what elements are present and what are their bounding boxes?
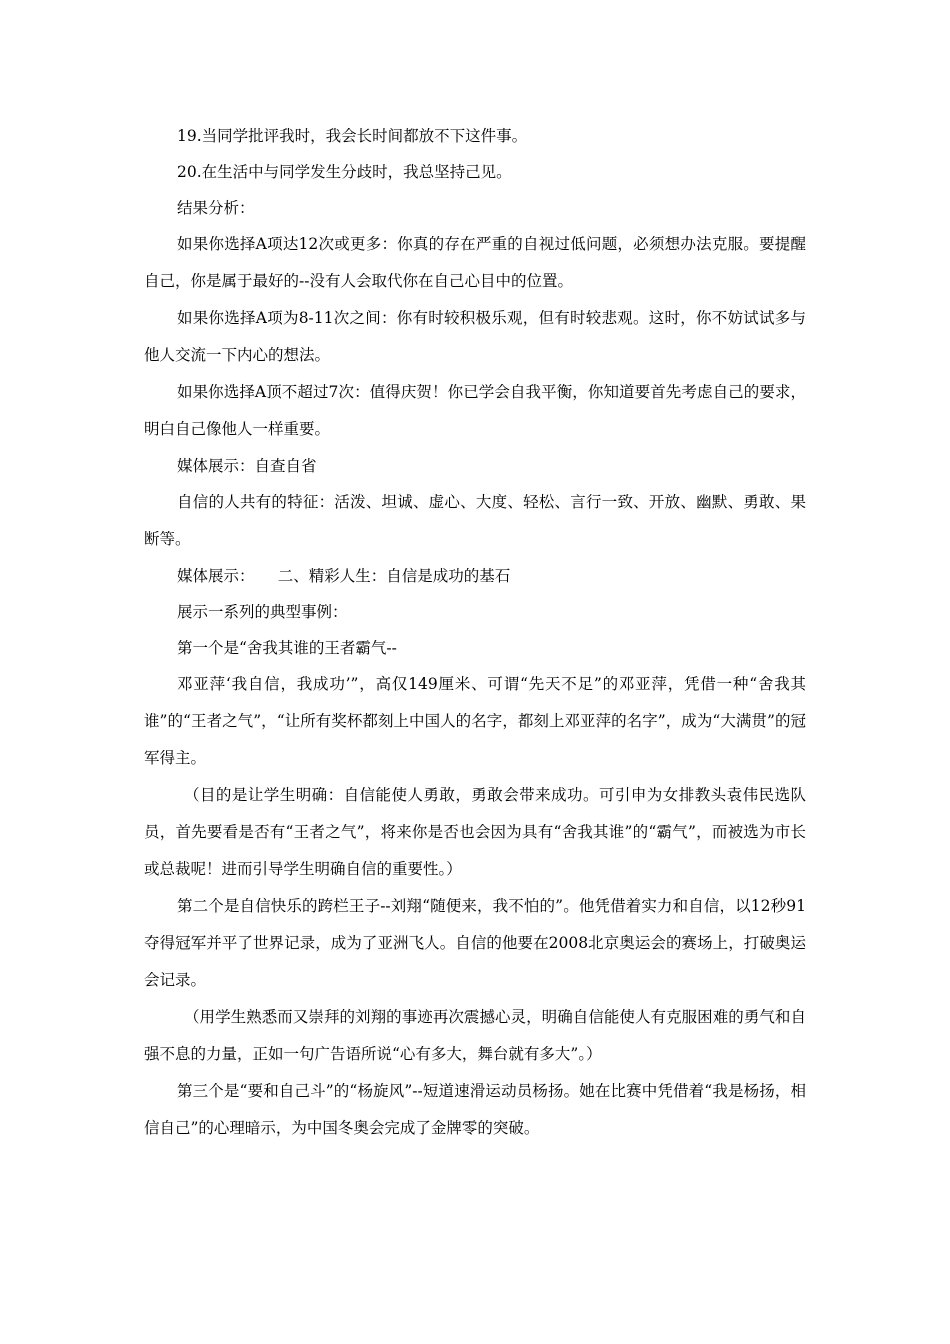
example-1-body: 邓亚萍‘我自信，我成功’”，高仅149厘米、可谓“先天不足”的邓亚萍，凭借一种“舍我其谁”的“王者之气”，“让所有奖杯都刻上中国人的名字，都刻上邓亚萍的名字”，成为“大满贯”的冠军得主。 [144,675,806,767]
examples-intro: 展示一系列的典型事例： [177,603,348,621]
list-item-19: 19.当同学批评我时，我会长时间都放不下这件事。 [177,127,528,145]
section-heading-results: 结果分析： [177,199,255,217]
example-2-note: （用学生熟悉而又崇拜的刘翔的事迹再次震撼心灵，明确自信能使人有克服困难的勇气和自强不息的力量，正如一句广告语所说“心有多大，舞台就有多大”。） [144,1008,806,1063]
media-display-2: 媒体展示： 二、精彩人生：自信是成功的基石 [177,567,511,585]
media-display-1: 媒体展示：自查自省 [177,457,317,475]
result-paragraph-1: 如果你选择A项达12次或更多：你真的存在严重的自视过低问题，必须想办法克服。要提醒自己，你是属于最好的--没有人会取代你在自己心目中的位置。 [144,235,806,290]
example-2-body: 第二个是自信快乐的跨栏王子--刘翔“随便来，我不怕的”。他凭借着实力和自信，以12秒91夺得冠军并平了世界记录，成为了亚洲飞人。自信的他要在2008北京奥运会的赛场上，打破奥运会记录。 [144,897,806,989]
confidence-traits-paragraph: 自信的人共有的特征：活泼、坦诚、虚心、大度、轻松、言行一致、开放、幽默、勇敢、果断等。 [144,493,806,548]
result-paragraph-2: 如果你选择A项为8-11次之间：你有时较积极乐观，但有时较悲观。这时，你不妨试试多与他人交流一下内心的想法。 [144,309,806,364]
example-1-title: 第一个是“舍我其谁的王者霸气-- [177,639,397,657]
document-body [144,118,806,1147]
example-1-note: （目的是让学生明确：自信能使人勇敢，勇敢会带来成功。可引申为女排教头袁伟民选队员，首先要看是否有“王者之气”，将来你是否也会因为具有“舍我其谁”的“霸气”，而被选为市长或总裁呢！进而引导学生明确自信的重要性。） [144,786,806,878]
result-paragraph-3: 如果你选择A顶不超过7次：值得庆贺！你已学会自我平衡，你知道要首先考虑自己的要求，明白自己像他人一样重要。 [144,383,806,438]
example-3-body: 第三个是“要和自己斗”的“杨旋风”--短道速滑运动员杨扬。她在比赛中凭借着“我是杨扬，相信自己”的心理暗示，为中国冬奥会完成了金牌零的突破。 [144,1082,806,1137]
list-item-20: 20.在生活中与同学发生分歧时，我总坚持己见。 [177,163,512,181]
